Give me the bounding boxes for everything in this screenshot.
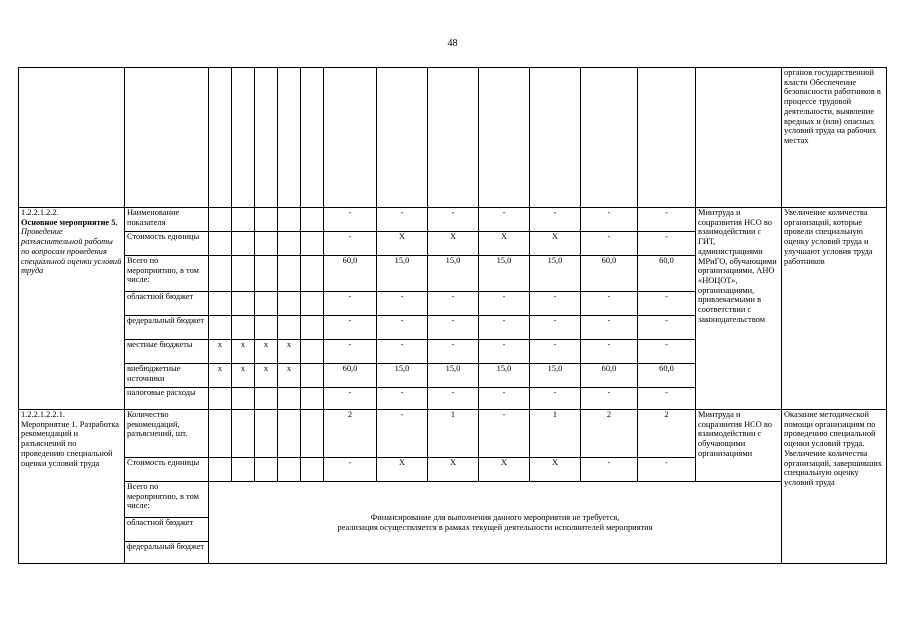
budget-mark (278, 388, 301, 410)
act1-code: 1.2.2.1.2.2.1. (21, 410, 65, 419)
budget-mark (232, 232, 255, 256)
value-cell: - (638, 208, 696, 232)
value-cell: 15,0 (479, 256, 530, 292)
main5-code: 1.2.2.1.2.2. (21, 208, 59, 217)
value-cell: - (377, 316, 428, 340)
value-cell: X (530, 458, 581, 482)
value-cell: 60,0 (638, 256, 696, 292)
value-cell: X (377, 232, 428, 256)
value-cell: - (530, 208, 581, 232)
budget-mark (255, 256, 278, 292)
empty-cell (301, 458, 324, 482)
value-cell: - (530, 316, 581, 340)
value-cell: X (428, 232, 479, 256)
budget-mark: x (209, 364, 232, 388)
main5-label: Основное мероприятие 5. (21, 217, 118, 227)
act1-title: Мероприятие 1. Разработка рекомендаций и разъяснений по проведению специальной оценки условий труда (21, 419, 120, 468)
continuation-row (19, 68, 887, 208)
row-label: Всего по мероприятию, в том числе: (125, 256, 209, 292)
row-label: федеральный бюджет (125, 316, 209, 340)
row-label: местные бюджеты (125, 340, 209, 364)
value-cell: 15,0 (428, 256, 479, 292)
budget-mark (232, 316, 255, 340)
value-cell: X (479, 458, 530, 482)
empty-cell (301, 292, 324, 316)
value-cell: - (324, 388, 377, 410)
value-cell: - (581, 292, 638, 316)
empty-cell (301, 364, 324, 388)
value-cell: - (638, 388, 696, 410)
budget-mark (209, 208, 232, 232)
empty-cell (301, 256, 324, 292)
empty-cell (232, 458, 255, 482)
page-number: 48 (447, 38, 458, 49)
budget-mark: x (278, 340, 301, 364)
value-cell: - (581, 208, 638, 232)
budget-mark (255, 292, 278, 316)
budget-mark (209, 388, 232, 410)
main5-row (19, 208, 887, 232)
value-cell: - (377, 292, 428, 316)
value-cell: - (581, 458, 638, 482)
budget-mark (209, 256, 232, 292)
value-cell: - (377, 388, 428, 410)
empty-cell (278, 410, 301, 458)
empty-cell (301, 316, 324, 340)
empty-cell (301, 208, 324, 232)
act1-result: Оказание методической помощи организациям по проведению специальной оценки условий труда. Увеличение количества организаций, завершивших специальную оценку условий труда (782, 410, 887, 564)
value-cell: - (324, 316, 377, 340)
value-cell: - (581, 388, 638, 410)
value-cell: - (638, 232, 696, 256)
row-label: федеральный бюджет (125, 542, 209, 564)
budget-mark (278, 256, 301, 292)
empty-cell (301, 388, 324, 410)
value-cell: 60,0 (581, 256, 638, 292)
main5-result: Увеличение количества организаций, которые провели специальную оценку условий труда и улучшают условия труда работников (782, 208, 887, 410)
value-cell: - (581, 316, 638, 340)
empty-cell (301, 410, 324, 458)
value-cell: - (428, 388, 479, 410)
budget-mark (255, 208, 278, 232)
row-label: областной бюджет (125, 518, 209, 542)
budget-mark: x (209, 340, 232, 364)
empty-cell (232, 410, 255, 458)
value-cell: 60,0 (324, 364, 377, 388)
value-cell: X (428, 458, 479, 482)
value-cell: - (324, 292, 377, 316)
row-label: налоговые расходы (125, 388, 209, 410)
value-cell: - (428, 340, 479, 364)
value-cell: - (377, 208, 428, 232)
budget-mark (232, 208, 255, 232)
budget-mark: x (255, 364, 278, 388)
value-cell: 1 (530, 410, 581, 458)
value-cell: - (324, 208, 377, 232)
value-cell: - (638, 292, 696, 316)
empty-cell (278, 458, 301, 482)
value-cell: 15,0 (479, 364, 530, 388)
budget-mark (209, 316, 232, 340)
value-cell: - (581, 340, 638, 364)
value-cell: - (638, 458, 696, 482)
row-label: областной бюджет (125, 292, 209, 316)
row-label: Количество рекомендаций, разъяснений, шт. (125, 410, 209, 458)
value-cell: 15,0 (377, 364, 428, 388)
empty-cell (209, 458, 232, 482)
budget-mark (209, 232, 232, 256)
value-cell: - (479, 208, 530, 232)
value-cell: X (530, 232, 581, 256)
value-cell: X (479, 232, 530, 256)
budget-mark: x (255, 340, 278, 364)
value-cell: - (479, 316, 530, 340)
empty-cell (209, 410, 232, 458)
budget-mark (255, 232, 278, 256)
value-cell: 15,0 (530, 364, 581, 388)
budget-mark: x (278, 364, 301, 388)
value-cell: 15,0 (377, 256, 428, 292)
value-cell: - (324, 340, 377, 364)
value-cell: 60,0 (581, 364, 638, 388)
act1-title-cell (19, 410, 125, 564)
row-label: внебюджетные источники (125, 364, 209, 388)
value-cell: - (479, 292, 530, 316)
value-cell: 2 (638, 410, 696, 458)
value-cell: - (530, 388, 581, 410)
financing-note-line1: Финансирование для выполнения данного мероприятия не требуется, (370, 512, 620, 522)
value-cell: 15,0 (530, 256, 581, 292)
row-label: Наименование показателя (125, 208, 209, 232)
budget-mark (232, 388, 255, 410)
act1-row (19, 410, 887, 458)
value-cell: - (428, 316, 479, 340)
program-table (18, 67, 887, 564)
goal-cell: органов государственной власти Обеспечение безопасности работников в процессе трудовой деятельности, выявление вредных и (или) опасных условий труда на рабочих местах (782, 68, 887, 208)
empty-cell (255, 410, 278, 458)
value-cell: - (581, 232, 638, 256)
value-cell: - (428, 208, 479, 232)
value-cell: - (638, 340, 696, 364)
empty-cell (255, 458, 278, 482)
main5-title-cell (19, 208, 125, 410)
value-cell: 1 (428, 410, 479, 458)
act1-executors: Минтруда и соцразвития НСО во взаимодействии с обучающими организациями (696, 410, 782, 482)
row-label: Стоимость единицы (125, 232, 209, 256)
budget-mark (255, 316, 278, 340)
value-cell: - (479, 410, 530, 458)
value-cell: - (530, 292, 581, 316)
budget-mark (278, 208, 301, 232)
budget-mark (209, 292, 232, 316)
value-cell: X (377, 458, 428, 482)
act1-financing-row (19, 482, 887, 518)
value-cell: - (479, 388, 530, 410)
empty-cell (301, 340, 324, 364)
value-cell: - (428, 292, 479, 316)
budget-mark (232, 256, 255, 292)
main5-title: Проведение разъяснительной работы по вопросам проведения специальной оценки условий труда (21, 227, 122, 276)
value-cell: - (377, 340, 428, 364)
value-cell: - (324, 458, 377, 482)
value-cell: 2 (581, 410, 638, 458)
value-cell: 60,0 (638, 364, 696, 388)
value-cell: - (638, 316, 696, 340)
budget-mark: x (232, 364, 255, 388)
value-cell: - (530, 340, 581, 364)
value-cell: 15,0 (428, 364, 479, 388)
value-cell: - (479, 340, 530, 364)
main5-executors: Минтруда и соцразвития НСО во взаимодействии с ГИТ, администрациями МРиГО, обучающими организациями, АНО «НОЦОТ», организациями, привлекаемыми в соответствии с законодательством (696, 208, 782, 410)
financing-note-line2: реализация осуществляется в рамках текущей деятельности исполнителей мероприятия (337, 522, 653, 532)
budget-mark (278, 316, 301, 340)
financing-note (209, 482, 782, 564)
value-cell: - (377, 410, 428, 458)
row-label: Стоимость единицы (125, 458, 209, 482)
budget-mark: x (232, 340, 255, 364)
budget-mark (255, 388, 278, 410)
value-cell: 60,0 (324, 256, 377, 292)
budget-mark (278, 292, 301, 316)
budget-mark (278, 232, 301, 256)
budget-mark (232, 292, 255, 316)
empty-cell (301, 232, 324, 256)
row-label: Всего по мероприятию, в том числе: (125, 482, 209, 518)
value-cell: 2 (324, 410, 377, 458)
value-cell: - (324, 232, 377, 256)
